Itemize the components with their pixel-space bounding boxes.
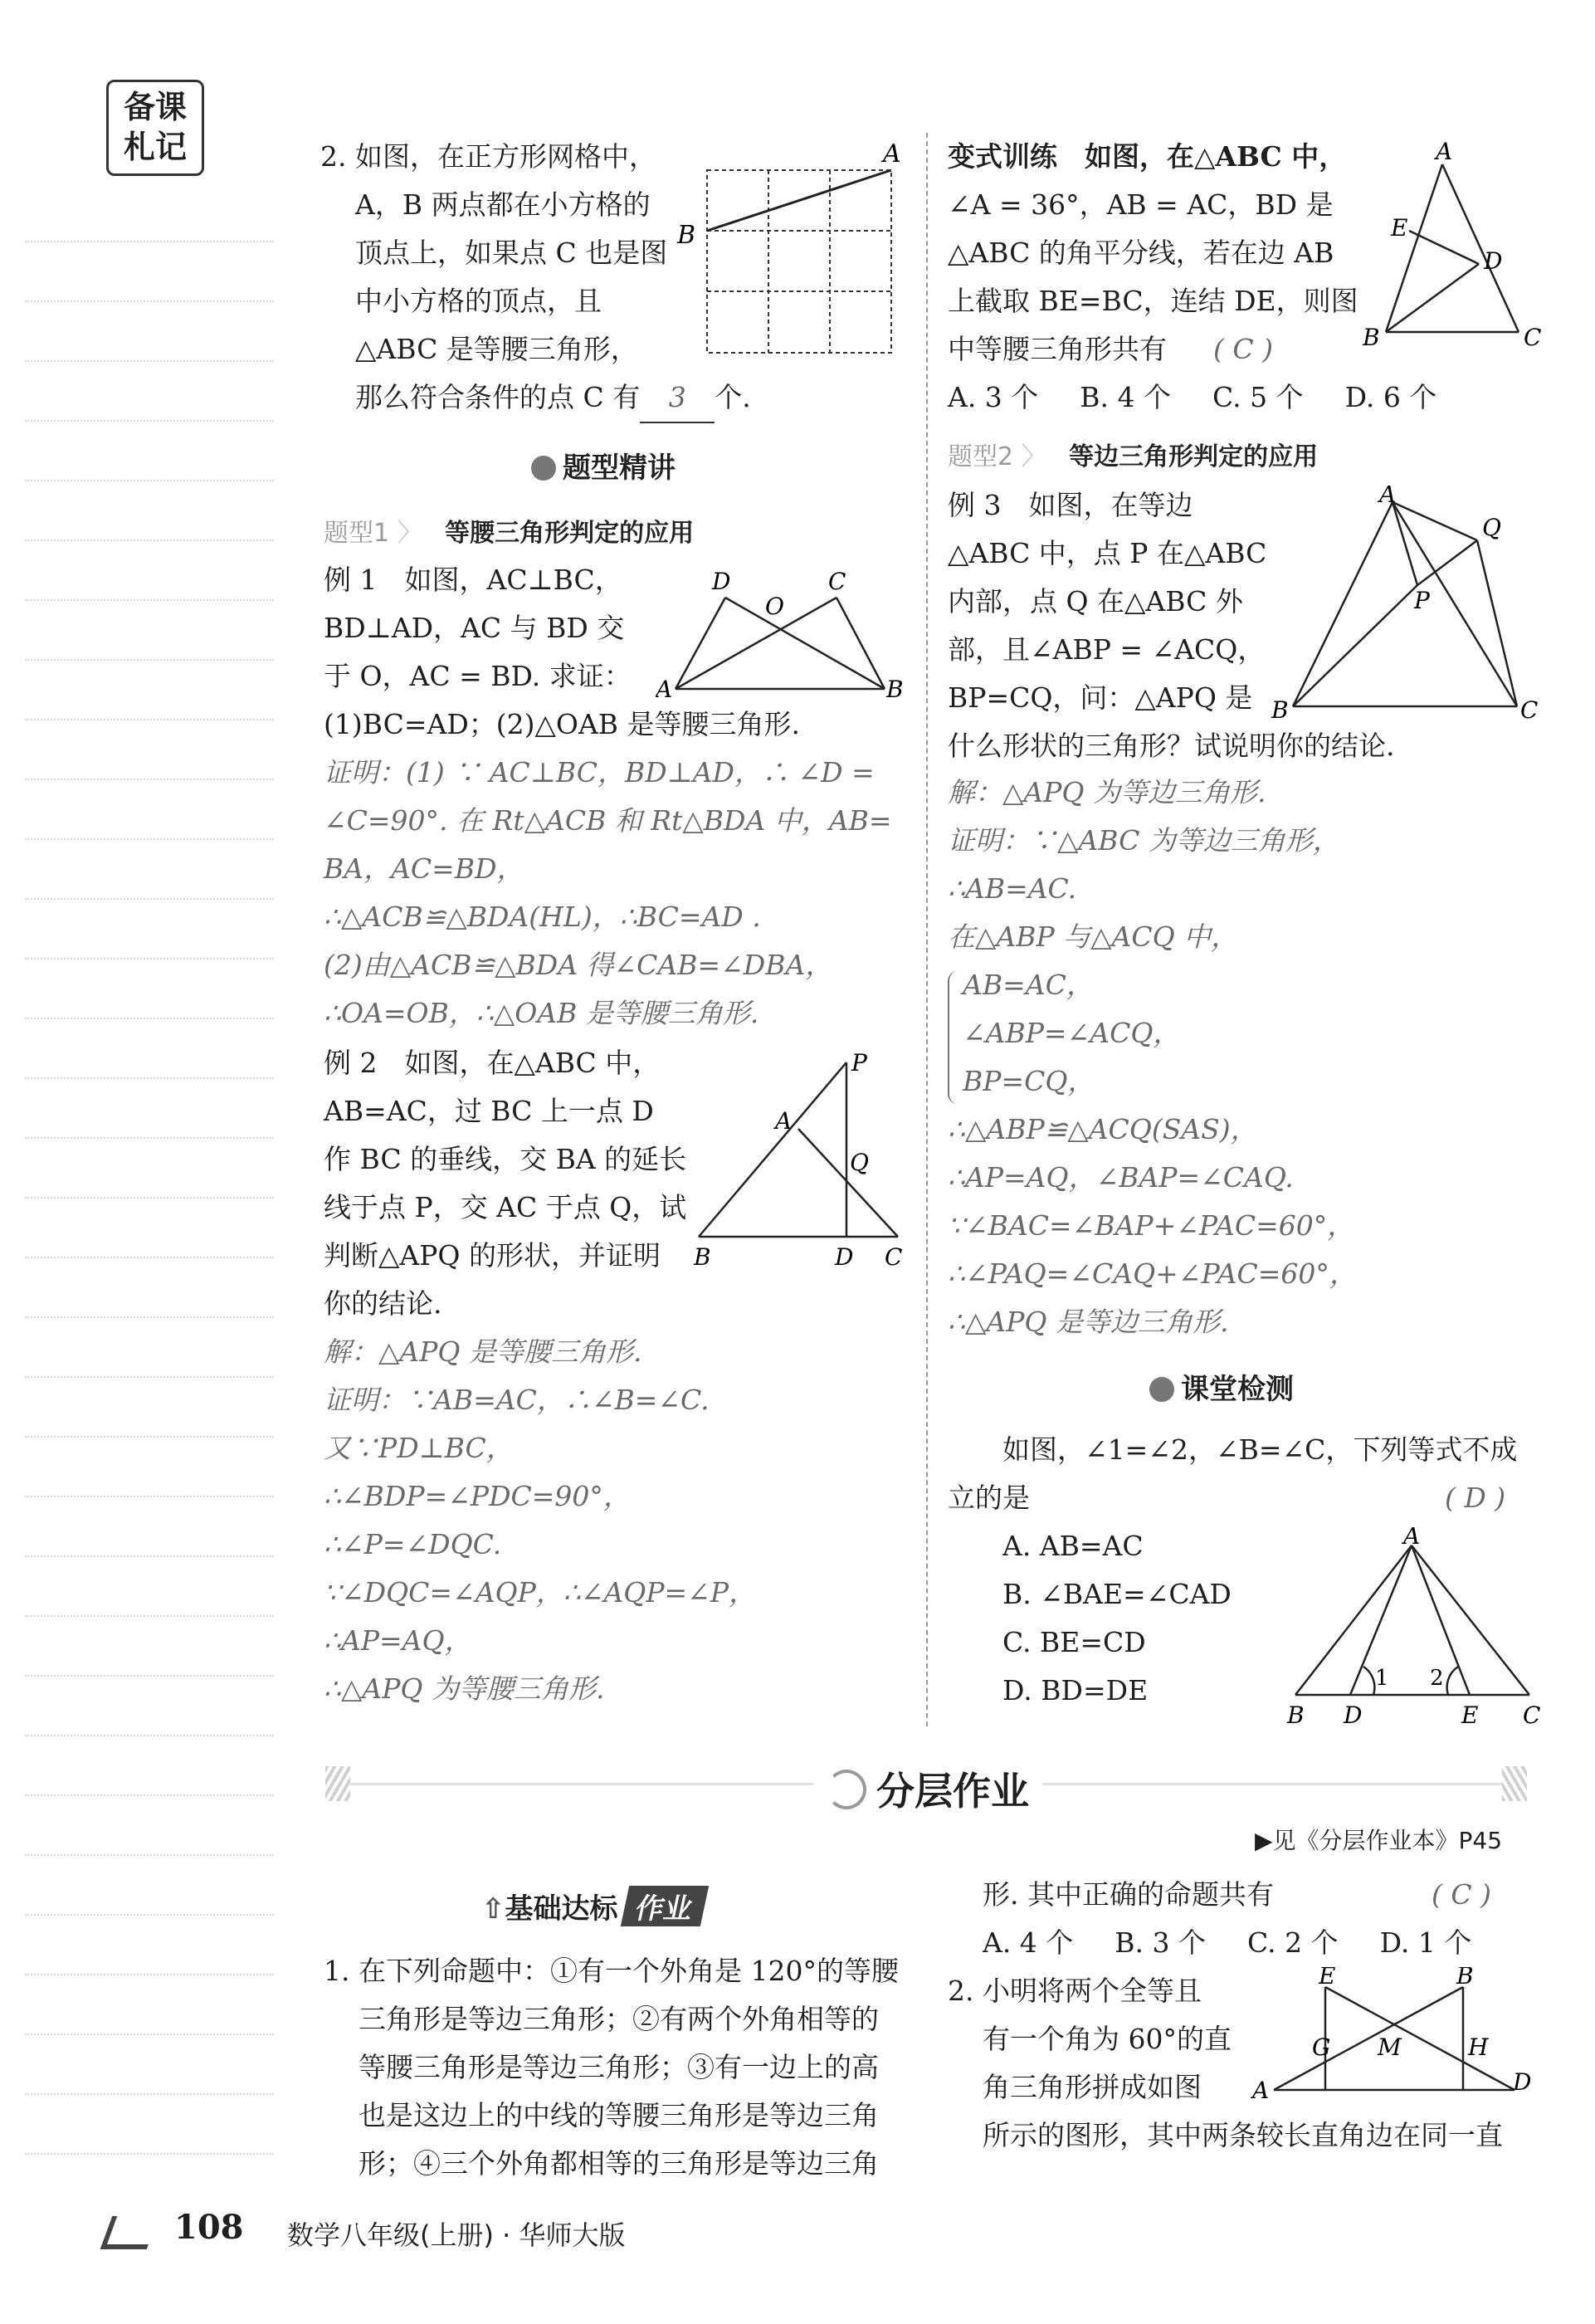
margin-line: [25, 838, 274, 840]
banner-stripe-right: [1502, 1766, 1527, 1801]
column-divider: [926, 133, 928, 1726]
margin-line: [25, 2093, 274, 2095]
section-icon: [531, 456, 556, 481]
margin-line: [25, 1615, 274, 1617]
svg-text:H: H: [1468, 2034, 1489, 2061]
variant-text: 变式训练 如图，在△ABC 中， ∠A = 36°，AB = AC，BD 是 △ABC 的角平分线，若在边 AB 上截取 BE=BC，连结 DE，则图 中等腰三角形共有 ( C ) A. 3 个 B. 4 个 C. 5 个 D. 6 个: [948, 140, 1437, 413]
section-title-1: 题型精讲: [531, 445, 676, 486]
margin-line: [25, 1735, 274, 1736]
svg-text:D: D: [835, 1243, 854, 1271]
svg-text:A: A: [656, 676, 673, 703]
margin-line: [25, 1794, 274, 1796]
variant-answer: ( C ): [1213, 333, 1273, 365]
tag-basic: ⇧基础达标 作业: [481, 1886, 705, 1926]
grid-figure: [672, 137, 905, 361]
svg-text:B: B: [1456, 1967, 1474, 1990]
svg-text:B: B: [1271, 696, 1289, 724]
margin-line: [25, 1974, 274, 1975]
ex2-text: 例 2 如图，在△ABC 中， AB=AC，过 BC 上一点 D 作 BC 的垂线，交 BA 的延长 线于点 P，交 AC 于点 Q，试 判断△APQ 的形状，并证明 你的结论.: [324, 1047, 687, 1320]
margin-line: [25, 1137, 274, 1139]
banner-title: 分层作业: [813, 1761, 1042, 1816]
margin-line: [25, 659, 274, 661]
ex3-solution-2: ∴△ABP≌△ACQ(SAS)， ∴AP=AQ，∠BAP=∠CAQ. ∵∠BAC=∠BAP+∠PAC=60°， ∴∠PAQ=∠CAQ+∠PAC=60°， ∴△APQ 是等边三角形.: [948, 1113, 1357, 1338]
book-title: 数学八年级(上册) · 华师大版: [287, 2219, 626, 2251]
svg-text:E: E: [1391, 214, 1408, 242]
type1-tag: 题型1: [324, 519, 390, 548]
q2-text: 2. 如图，在正方形网格中， A，B 两点都在小方格的 顶点上，如果点 C 也是图 中小方格的顶点，且 △ABC 是等腰三角形， 那么符合条件的点 C 有 3 个.: [320, 133, 751, 423]
svg-text:O: O: [765, 593, 784, 620]
ex3-solution: 解：△APQ 为等边三角形. 证明：∵△ABC 为等边三角形， ∴AB=AC. 在△ABP 与△ACQ 中，: [948, 776, 1340, 953]
margin-line: [25, 1197, 274, 1199]
q2-answer: 3: [640, 374, 715, 423]
svg-text:A: A: [1436, 139, 1453, 165]
corner-badge: [106, 80, 204, 176]
svg-text:B: B: [886, 676, 904, 703]
tag-box: 作业: [620, 1886, 708, 1926]
margin-line: [25, 1376, 274, 1378]
svg-text:B: B: [694, 1243, 711, 1271]
section-title-2: 课堂检测: [1149, 1366, 1294, 1407]
margin-line: [25, 599, 274, 601]
margin-line: [25, 540, 274, 541]
margin-line: [25, 898, 274, 900]
margin-line: [25, 420, 274, 422]
system-brace: [948, 971, 961, 1104]
margin-line: [25, 1257, 274, 1258]
up-arrow-icon: ⇧: [481, 1892, 505, 1926]
svg-text:D: D: [712, 568, 731, 595]
page-number: 108: [174, 2208, 244, 2247]
b-q2-text: 2. 小明将两个全等且 有一个角为 60°的直 角三角形拼成如图 所示的图形，其中两条较长直角边在同一直: [948, 1975, 1503, 2151]
ex2-figure: [689, 1046, 913, 1278]
svg-text:C: C: [1524, 324, 1542, 351]
svg-text:M: M: [1378, 2034, 1402, 2061]
svg-text:1: 1: [1375, 1666, 1389, 1691]
variant-figure: [1361, 139, 1552, 355]
ex1-figure: [656, 564, 905, 706]
ex3-system: AB=AC， ∠ABP=∠ACQ， BP=CQ，: [963, 969, 1181, 1097]
ex2-solution: 解：△APQ 是等腰三角形. 证明：∵AB=AC，∴∠B=∠C. 又∵PD⊥BC， ∴∠BDP=∠PDC=90°， ∴∠P=∠DQC. ∵∠DQC=∠AQP，∴∠AQP=∠P， ∴AP=AQ， ∴△APQ 为等腰三角形.: [324, 1335, 757, 1705]
margin-line: [25, 958, 274, 959]
ex1-text: 例 1 如图，AC⊥BC， BD⊥AD，AC 与 BD 交 于 O，AC = BD. 求证： (1)BC=AD；(2)△OAB 是等腰三角形.: [324, 564, 801, 740]
margin-line: [25, 1018, 274, 1019]
svg-text:Q: Q: [850, 1149, 869, 1176]
svg-text:2: 2: [1430, 1666, 1444, 1691]
check-figure: [1282, 1527, 1556, 1735]
svg-text:C: C: [1523, 1702, 1541, 1729]
svg-text:C: C: [1520, 696, 1539, 724]
svg-text:D: D: [1344, 1702, 1363, 1729]
margin-line: [25, 480, 274, 481]
b-q2-figure: [1249, 1967, 1531, 2100]
svg-text:B: B: [1287, 1702, 1305, 1729]
svg-text:C: C: [828, 568, 846, 595]
svg-text:E: E: [1461, 1702, 1479, 1729]
svg-text:A: A: [1403, 1527, 1421, 1550]
svg-text:A: A: [1379, 486, 1397, 508]
banner-icon: [827, 1770, 866, 1809]
margin-line: [25, 1496, 274, 1497]
segment-ab: [707, 170, 891, 231]
type2-tag: 题型2: [948, 442, 1014, 471]
check-text: 如图，∠1=∠2，∠B=∠C，下列等式不成 立的是 ( D ) A. AB=AC B. ∠BAE=∠CAD C. BE=CD D. BD=DE: [948, 1433, 1518, 1706]
margin-line: [25, 1914, 274, 1916]
ex3-text: 例 3 如图，在等边 △ABC 中，点 P 在△ABC 内部，点 Q 在△ABC 外 部，且∠ABP = ∠ACQ， BP=CQ，问：△APQ 是 什么形状的三角形？试说明你的结论.: [948, 489, 1395, 762]
margin-line: [25, 719, 274, 720]
margin-line: [25, 1077, 274, 1079]
svg-text:P: P: [1414, 587, 1430, 614]
margin-line: [25, 241, 274, 242]
svg-text:A: A: [1252, 2077, 1270, 2100]
svg-text:C: C: [885, 1243, 903, 1271]
banner-ref: ▶见《分层作业本》P45: [1255, 1827, 1503, 1854]
svg-text:G: G: [1312, 2034, 1331, 2061]
b-q1-answer: ( C ): [1431, 1878, 1491, 1911]
margin-line: [25, 2034, 274, 2035]
svg-text:E: E: [1319, 1967, 1336, 1990]
ex1-solution: 证明：(1) ∵ AC⊥BC，BD⊥AD，∴ ∠D = ∠C=90°. 在 Rt△ACB 和 Rt△BDA 中，AB= BA，AC=BD， ∴△ACB≌△BDA(HL)，∴BC=AD . (2)由△ACB≌△BDA 得∠CAB=∠DBA， ∴OA=OB，∴△OAB 是等腰三角形.: [324, 756, 892, 1029]
margin-line: [25, 300, 274, 302]
svg-text:D: D: [1484, 247, 1503, 275]
b-q1-cont: 形. 其中正确的命题共有 ( C ) A. 4 个 B. 3 个 C. 2 个 D. 1 个: [983, 1878, 1491, 1959]
banner-stripe-left: [325, 1766, 350, 1801]
type1-header: 题型1 〉 等腰三角形判定的应用: [324, 519, 695, 548]
footer-corner-icon: [100, 2216, 159, 2249]
svg-text:D: D: [1513, 2068, 1531, 2096]
margin-line: [25, 360, 274, 362]
ex3-figure: [1268, 486, 1550, 726]
margin-line: [25, 2153, 274, 2155]
section-icon: [1149, 1377, 1174, 1402]
corner-badge-text: 备课札记: [123, 89, 187, 165]
label-a: A: [883, 139, 901, 168]
margin-line: [25, 1854, 274, 1856]
margin-line: [25, 1316, 274, 1318]
type2-header: 题型2 〉 等边三角形判定的应用: [948, 442, 1319, 471]
svg-text:Q: Q: [1482, 514, 1501, 541]
svg-text:P: P: [851, 1049, 867, 1077]
label-b: B: [677, 221, 696, 250]
margin-line: [25, 1675, 274, 1677]
svg-text:B: B: [1363, 324, 1380, 351]
margin-line: [25, 779, 274, 780]
b-q1-text: 1. 在下列命题中：①有一个外角是 120°的等腰 三角形是等边三角形；②有两个外角相等的 等腰三角形是等边三角形；③有一边上的高 也是这边上的中线的等腰三角形是等边三角 形；④三个外角都相等的三角形是等边三角: [324, 1955, 899, 2180]
svg-text:A: A: [775, 1107, 793, 1135]
margin-line: [25, 1436, 274, 1438]
check-answer: ( D ): [1445, 1482, 1506, 1514]
margin-line: [25, 1555, 274, 1557]
